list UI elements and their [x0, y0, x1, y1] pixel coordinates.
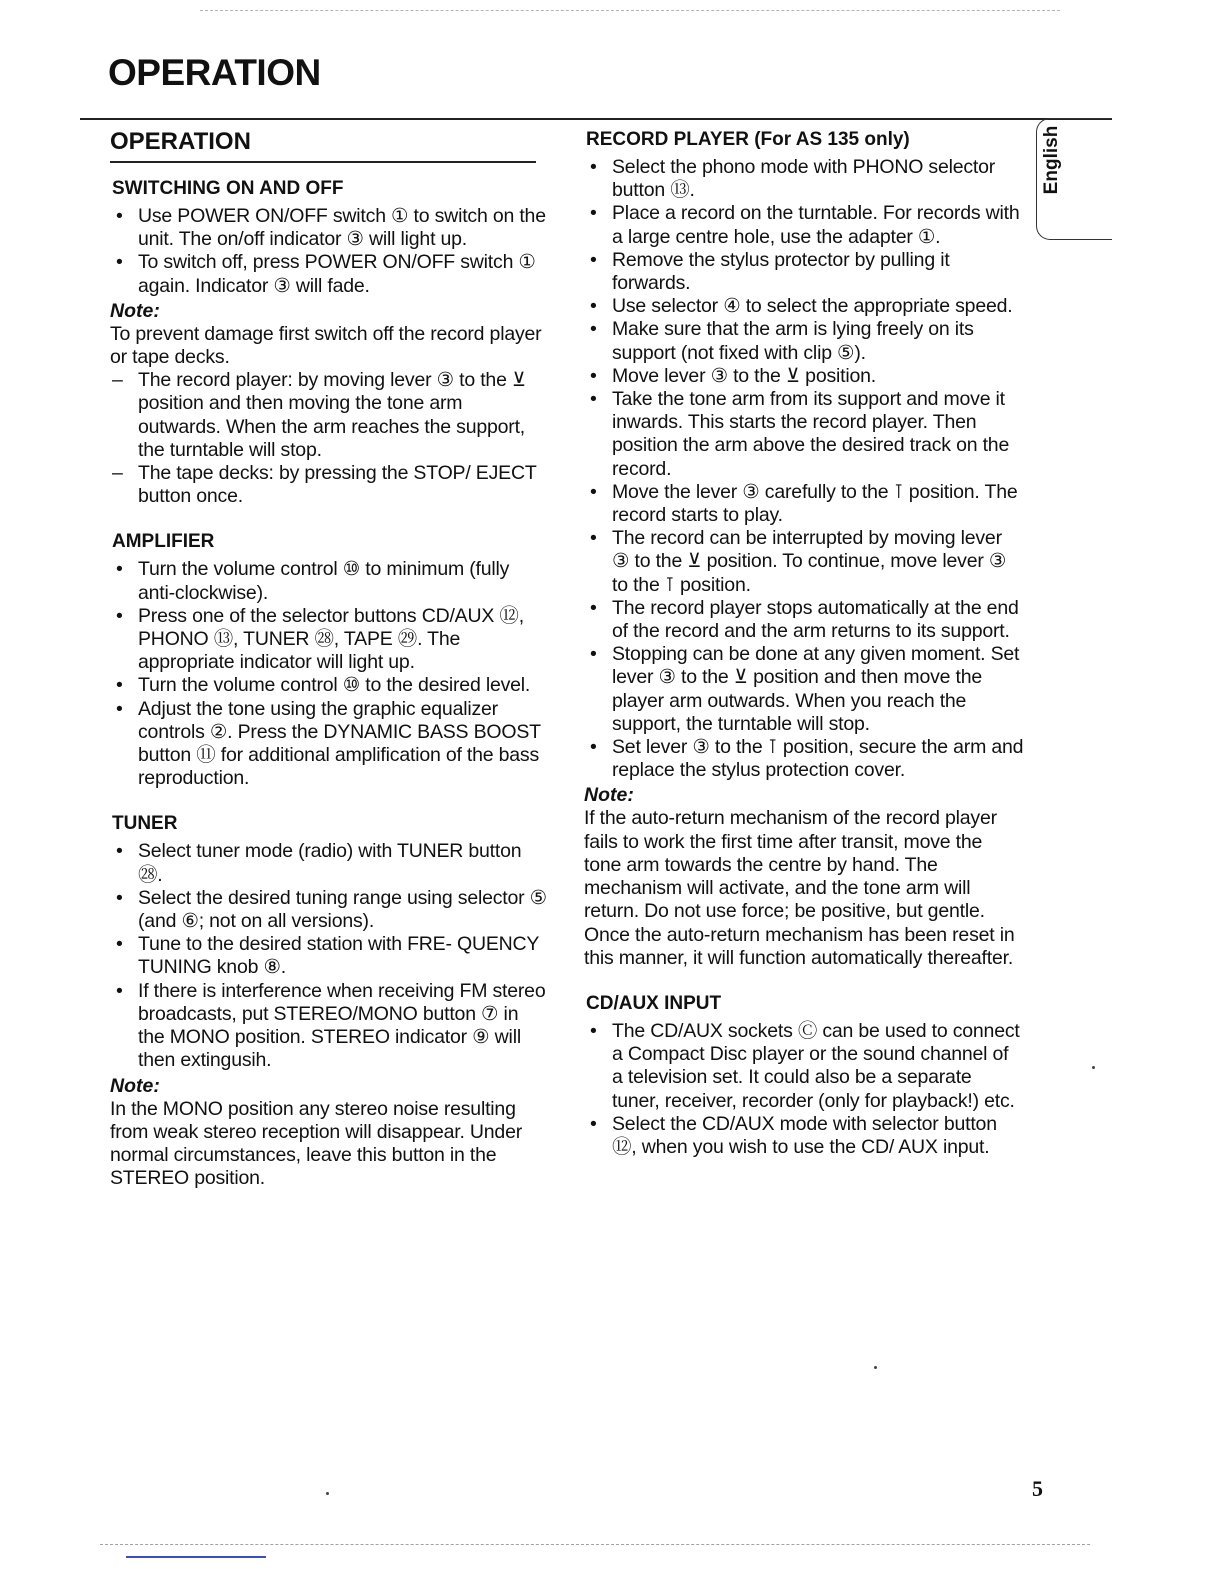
- list-item: • Make sure that the arm is lying freely on its support (not fixed with clip ⑤).: [584, 318, 1024, 364]
- section-title: OPERATION: [110, 128, 251, 155]
- scan-artifact-bottom: [100, 1544, 1090, 1545]
- list-item: • Select the phono mode with PHONO selector button ⑬.: [584, 156, 1024, 202]
- list-item: • Set lever ③ to the ⊺ position, secure the arm and replace the stylus protection cover.: [584, 736, 1024, 782]
- switching-list: [110, 205, 550, 298]
- list-item: • Move the lever ③ carefully to the ⊺ position. The record starts to play.: [584, 481, 1024, 527]
- scan-speck: [874, 1366, 877, 1369]
- list-item: • Adjust the tone using the graphic equalizer controls ②. Press the DYNAMIC BASS BOOST button ⑪ for additional amplification of the bass reproduction.: [110, 698, 550, 791]
- list-item: • If there is interference when receiving FM stereo broadcasts, put STEREO/MONO button ⑦ in the MONO position. STEREO indicator ⑨ will then extingusih.: [110, 980, 550, 1073]
- amplifier-section: [110, 530, 550, 790]
- note-text: If the auto-return mechanism of the record player fails to work the first time after transit, move the tone arm towards the centre by hand. The mechanism will activate, and the tone arm will return. Do not use force; be positive, but gentle. Once the auto-return mechanism has been reset in this manner, it will function automatically thereafter.: [584, 807, 1015, 969]
- page-title: OPERATION: [108, 52, 321, 93]
- record-player-list: [584, 156, 1024, 782]
- note-label: Note:: [584, 784, 634, 807]
- note-text: To prevent damage first switch off the record player or tape decks.: [110, 322, 542, 369]
- list-item: • Take the tone arm from its support and move it inwards. This starts the record player. Then position the arm above the desired track on the record.: [584, 388, 1024, 481]
- tuner-list: [110, 840, 550, 1072]
- scan-artifact-top: [200, 10, 1060, 15]
- list-item: • Press one of the selector buttons CD/AUX ⑫, PHONO ⑬, TUNER ㉘, TAPE ㉙. The appropriate indicator will light up.: [110, 605, 550, 675]
- list-item: • Move lever ③ to the ⊻ position.: [584, 365, 1024, 388]
- list-item: • Tune to the desired station with FRE- QUENCY TUNING knob ⑧.: [110, 933, 550, 979]
- switching-section: [110, 177, 550, 508]
- cd-aux-section: [584, 992, 1024, 1159]
- list-item: • Use selector ④ to select the appropriate speed.: [584, 295, 1024, 318]
- list-item: • Stopping can be done at any given moment. Set lever ③ to the ⊻ position and then move the player arm outwards. When you reach the support, the turntable will stop.: [584, 643, 1024, 736]
- note-text: In the MONO position any stereo noise resulting from weak stereo reception will disappear. Under normal circumstances, leave this button in the STEREO position.: [110, 1097, 523, 1190]
- scan-speck: [326, 1492, 329, 1495]
- record-player-section: [584, 128, 1024, 970]
- cd-aux-list: [584, 1020, 1024, 1159]
- list-item: • Select the desired tuning range using selector ⑤ (and ⑥; not on all versions).: [110, 887, 550, 933]
- switching-heading: SWITCHING ON AND OFF: [112, 178, 344, 199]
- section-rule: [110, 161, 536, 163]
- page-number: 5: [1032, 1476, 1043, 1501]
- scan-speck: [1092, 1066, 1095, 1069]
- list-item: • The record can be interrupted by moving lever ③ to the ⊻ position. To continue, move lever ③ to the ⊺ position.: [584, 527, 1024, 597]
- list-item: – The tape decks: by pressing the STOP/ EJECT button once.: [110, 462, 550, 508]
- left-column: [110, 128, 550, 1212]
- list-item: • Use POWER ON/OFF switch ① to switch on the unit. The on/off indicator ③ will light up.: [110, 205, 550, 251]
- record-player-heading: RECORD PLAYER (For AS 135 only): [586, 129, 910, 150]
- list-item: – The record player: by moving lever ③ to the ⊻ position and then moving the tone arm outwards. When the arm reaches the support, the turntable will stop.: [110, 369, 550, 462]
- switching-dash-list: [110, 369, 550, 508]
- right-column: [584, 128, 1024, 1181]
- tuner-section: [110, 812, 550, 1190]
- amplifier-list: [110, 558, 550, 790]
- list-item: • Remove the stylus protector by pulling it forwards.: [584, 249, 1024, 295]
- cd-aux-heading: CD/AUX INPUT: [586, 992, 722, 1014]
- list-item: • The CD/AUX sockets Ⓒ can be used to connect a Compact Disc player or the sound channel of a television set. It could also be a separate tuner, receiver, recorder (only for playback!) etc.: [584, 1020, 1024, 1113]
- list-item: • Select the CD/AUX mode with selector button ⑫, when you wish to use the CD/ AUX input.: [584, 1113, 1024, 1159]
- list-item: • The record player stops automatically at the end of the record and the arm returns to its support.: [584, 597, 1024, 643]
- list-item: • Turn the volume control ⑩ to the desired level.: [110, 674, 550, 697]
- list-item: • Turn the volume control ⑩ to minimum (fully anti-clockwise).: [110, 558, 550, 604]
- list-item: • Select tuner mode (radio) with TUNER button ㉘.: [110, 840, 550, 886]
- scan-artifact-line: [126, 1556, 266, 1558]
- header-rule: [80, 118, 1112, 120]
- list-item: • Place a record on the turntable. For records with a large centre hole, use the adapter ①.: [584, 202, 1024, 248]
- note-label: Note:: [110, 299, 160, 322]
- language-tab-label: English: [1041, 125, 1062, 195]
- note-label: Note:: [110, 1074, 160, 1097]
- list-item: • To switch off, press POWER ON/OFF switch ① again. Indicator ③ will fade.: [110, 251, 550, 297]
- tuner-heading: TUNER: [112, 813, 178, 835]
- amplifier-heading: AMPLIFIER: [112, 531, 215, 553]
